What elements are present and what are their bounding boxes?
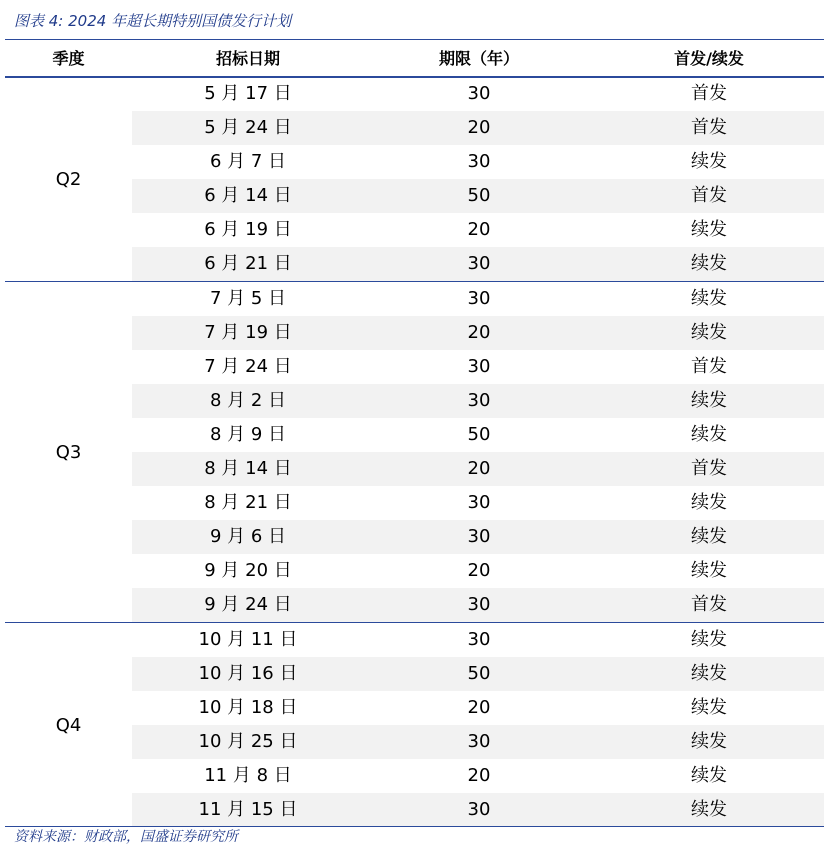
header-term: 期限（年） (438, 49, 519, 68)
term-cell: 30 (467, 288, 491, 309)
quarter-label: Q4 (55, 714, 82, 736)
term-cell: 20 (467, 219, 491, 240)
date-cell: 11 月 8 日 (204, 765, 292, 786)
table-row (132, 691, 824, 725)
quarter-group (5, 281, 824, 622)
table-row (132, 759, 824, 793)
table-row (132, 282, 824, 316)
date-cell: 11 月 15 日 (198, 799, 298, 820)
type-cell: 续发 (691, 697, 727, 718)
type-cell: 续发 (691, 322, 727, 343)
table-row (132, 554, 824, 588)
term-cell: 50 (467, 424, 491, 445)
date-cell: 5 月 24 日 (204, 117, 292, 138)
table-row (132, 316, 824, 350)
table-row (132, 657, 824, 691)
table-row (132, 247, 824, 281)
term-cell: 50 (467, 185, 491, 206)
date-cell: 8 月 21 日 (204, 492, 292, 513)
table-row (132, 623, 824, 657)
issuance-table (5, 77, 824, 827)
type-cell: 首发 (691, 458, 727, 479)
date-cell: 10 月 16 日 (198, 663, 298, 684)
type-cell: 续发 (691, 492, 727, 513)
term-cell: 20 (467, 117, 491, 138)
date-cell: 10 月 25 日 (198, 731, 298, 752)
table-row (132, 179, 824, 213)
date-cell: 6 月 21 日 (204, 253, 292, 274)
type-cell: 续发 (691, 663, 727, 684)
term-cell: 30 (467, 526, 491, 547)
table-row (132, 77, 824, 111)
quarter-group (5, 622, 824, 827)
header-date: 招标日期 (215, 49, 280, 68)
date-cell: 7 月 19 日 (204, 322, 292, 343)
date-cell: 8 月 2 日 (209, 390, 287, 411)
date-cell: 10 月 11 日 (198, 629, 298, 650)
date-cell: 9 月 6 日 (209, 526, 287, 547)
table-row (132, 145, 824, 179)
type-cell: 首发 (691, 185, 727, 206)
date-cell: 9 月 24 日 (204, 594, 292, 615)
quarter-label: Q2 (55, 168, 82, 190)
type-cell: 首发 (691, 83, 727, 104)
source-note: 资料来源：财政部，国盛证券研究所 (14, 829, 238, 845)
table-row (132, 384, 824, 418)
term-cell: 30 (467, 356, 491, 377)
type-cell: 续发 (691, 799, 727, 820)
header-type: 首发/续发 (674, 49, 744, 68)
date-cell: 8 月 9 日 (209, 424, 287, 445)
type-cell: 续发 (691, 288, 727, 309)
table-row (132, 793, 824, 827)
figure-caption: 图表 4: 2024 年超长期特别国债发行计划 (14, 12, 292, 30)
term-cell: 30 (467, 253, 491, 274)
term-cell: 30 (467, 629, 491, 650)
quarter-label: Q3 (55, 441, 82, 463)
date-cell: 6 月 19 日 (204, 219, 292, 240)
term-cell: 20 (467, 322, 491, 343)
type-cell: 首发 (691, 117, 727, 138)
table-top-rule (5, 39, 824, 40)
date-cell: 9 月 20 日 (204, 560, 292, 581)
term-cell: 50 (467, 663, 491, 684)
date-cell: 7 月 24 日 (204, 356, 292, 377)
table-row (132, 725, 824, 759)
type-cell: 续发 (691, 731, 727, 752)
table-row (132, 520, 824, 554)
type-cell: 续发 (691, 390, 727, 411)
term-cell: 20 (467, 697, 491, 718)
term-cell: 20 (467, 560, 491, 581)
type-cell: 续发 (691, 526, 727, 547)
type-cell: 续发 (691, 253, 727, 274)
table-row (132, 486, 824, 520)
date-cell: 5 月 17 日 (204, 83, 292, 104)
term-cell: 30 (467, 390, 491, 411)
term-cell: 30 (467, 83, 491, 104)
date-cell: 6 月 14 日 (204, 185, 292, 206)
table-row (132, 418, 824, 452)
term-cell: 30 (467, 594, 491, 615)
type-cell: 续发 (691, 765, 727, 786)
term-cell: 30 (467, 151, 491, 172)
type-cell: 首发 (691, 356, 727, 377)
term-cell: 30 (467, 799, 491, 820)
date-cell: 8 月 14 日 (204, 458, 292, 479)
table-row (132, 350, 824, 384)
table-row (132, 588, 824, 622)
date-cell: 10 月 18 日 (198, 697, 298, 718)
type-cell: 续发 (691, 560, 727, 581)
term-cell: 20 (467, 458, 491, 479)
type-cell: 续发 (691, 424, 727, 445)
date-cell: 7 月 5 日 (209, 288, 287, 309)
type-cell: 续发 (691, 219, 727, 240)
term-cell: 30 (467, 492, 491, 513)
type-cell: 续发 (691, 151, 727, 172)
term-cell: 30 (467, 731, 491, 752)
type-cell: 首发 (691, 594, 727, 615)
term-cell: 20 (467, 765, 491, 786)
header-quarter: 季度 (52, 49, 85, 68)
table-row (132, 213, 824, 247)
table-row (132, 452, 824, 486)
quarter-group (5, 77, 824, 281)
type-cell: 续发 (691, 629, 727, 650)
table-row (132, 111, 824, 145)
table-header (5, 42, 824, 78)
date-cell: 6 月 7 日 (209, 151, 287, 172)
